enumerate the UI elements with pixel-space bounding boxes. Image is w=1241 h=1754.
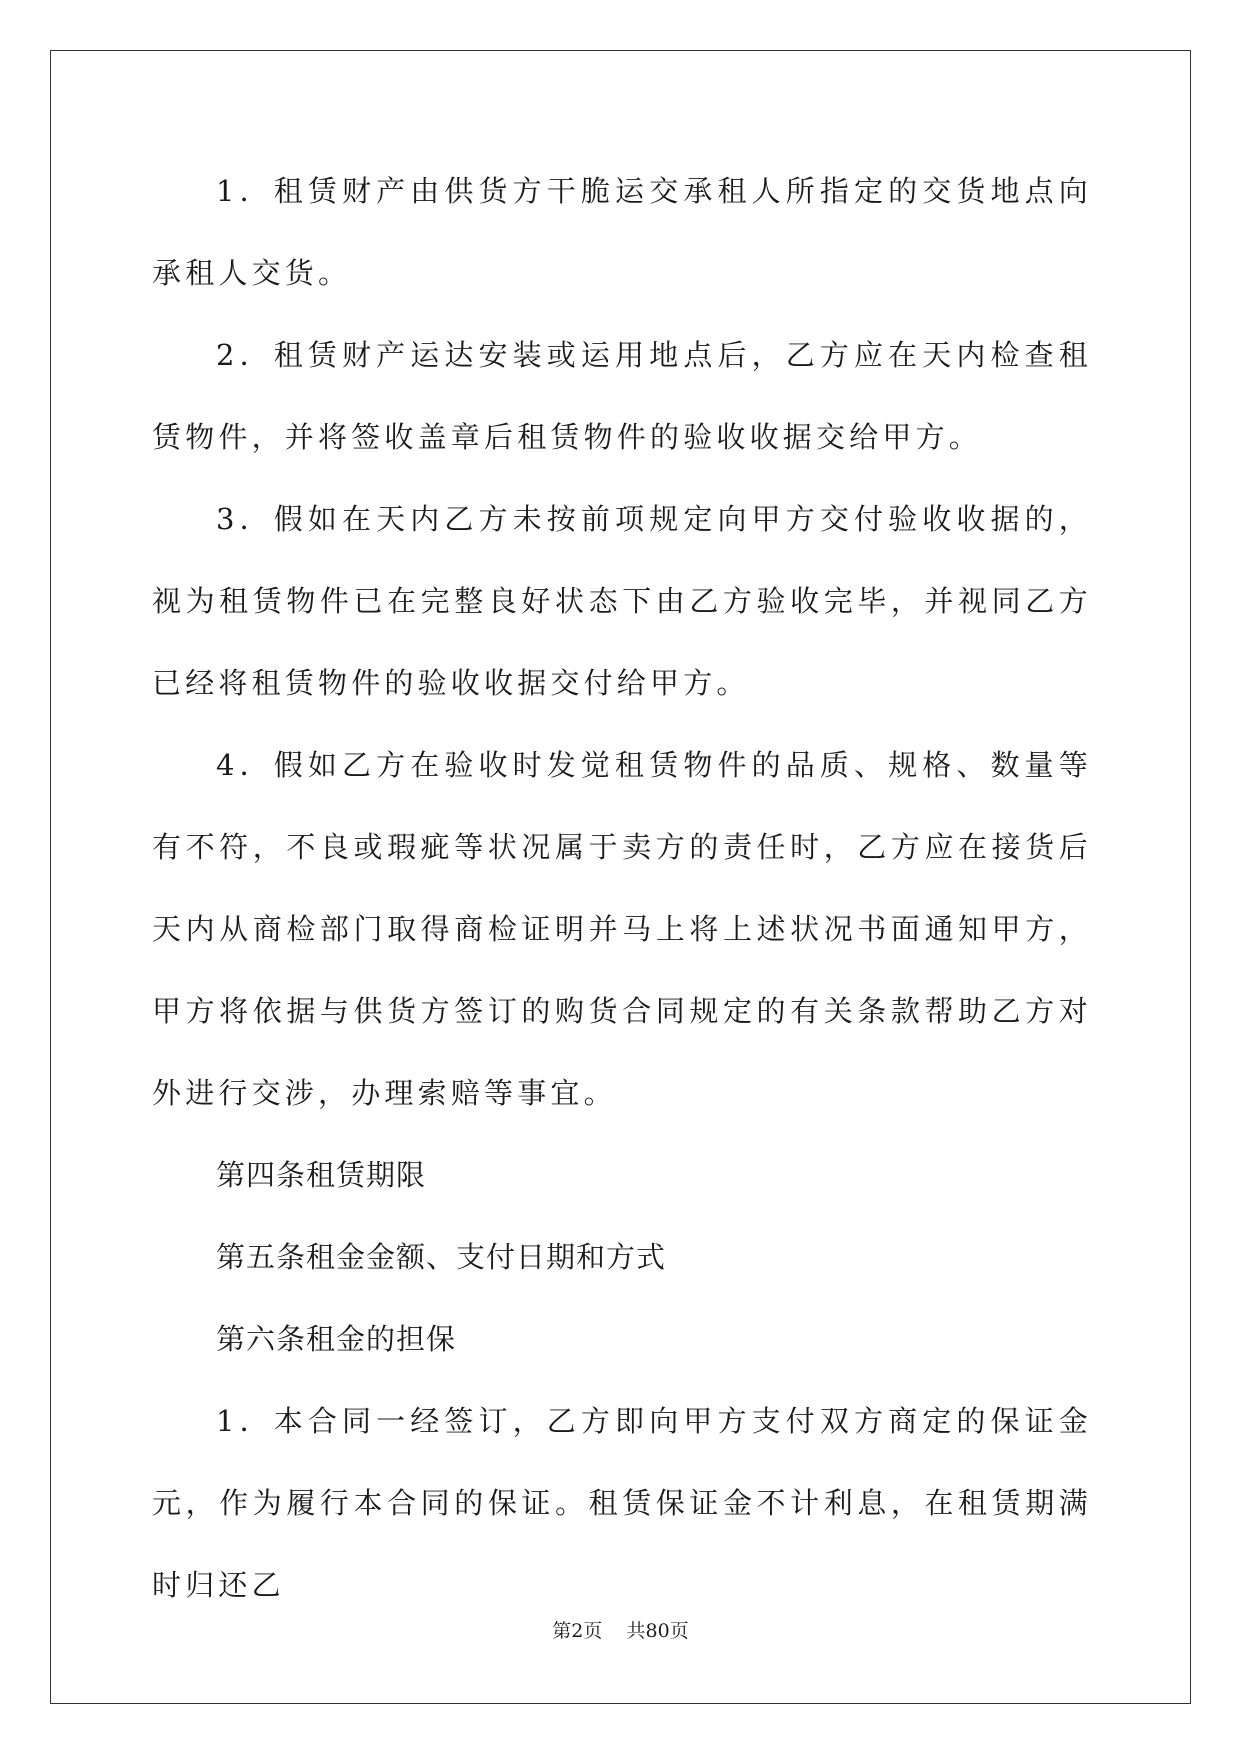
clause-item-3: 3．假如在天内乙方未按前项规定向甲方交付验收收据的，视为租赁物件已在完整良好状态下由乙方验收完毕，并视同乙方已经将租赁物件的验收收据交付给甲方。 <box>152 502 1092 700</box>
clause-item-2: 2．租赁财产运达安装或运用地点后，乙方应在天内检查租赁物件，并将签收盖章后租赁物件的验收收据交给甲方。 <box>152 338 1092 454</box>
section-heading-4: 第四条租赁期限 <box>216 1158 427 1192</box>
page-number: 2 <box>571 1620 584 1642</box>
page-prefix: 第 <box>552 1620 572 1642</box>
section-heading-6: 第六条租金的担保 <box>216 1322 457 1356</box>
total-suffix: 页 <box>669 1620 689 1642</box>
section-heading-5: 第五条租金金额、支付日期和方式 <box>216 1240 667 1274</box>
total-pages: 80 <box>645 1620 670 1642</box>
document-body <box>152 150 1092 1626</box>
page-suffix: 页 <box>583 1620 603 1642</box>
clause-item-1: 1．租赁财产由供货方干脆运交承租人所指定的交货地点向承租人交货。 <box>152 174 1092 290</box>
clause-item-6-1: 1．本合同一经签订，乙方即向甲方支付双方商定的保证金元，作为履行本合同的保证。租赁保证金不计利息，在租赁期满时归还乙 <box>152 1404 1092 1602</box>
page-footer <box>0 1616 1241 1643</box>
total-prefix: 共 <box>626 1620 646 1642</box>
clause-item-4: 4．假如乙方在验收时发觉租赁物件的品质、规格、数量等有不符，不良或瑕疵等状况属于卖方的责任时，乙方应在接货后天内从商检部门取得商检证明并马上将上述状况书面通知甲方，甲方将依据与供货方签订的购货合同规定的有关条款帮助乙方对外进行交涉，办理索赔等事宜。 <box>152 748 1092 1110</box>
